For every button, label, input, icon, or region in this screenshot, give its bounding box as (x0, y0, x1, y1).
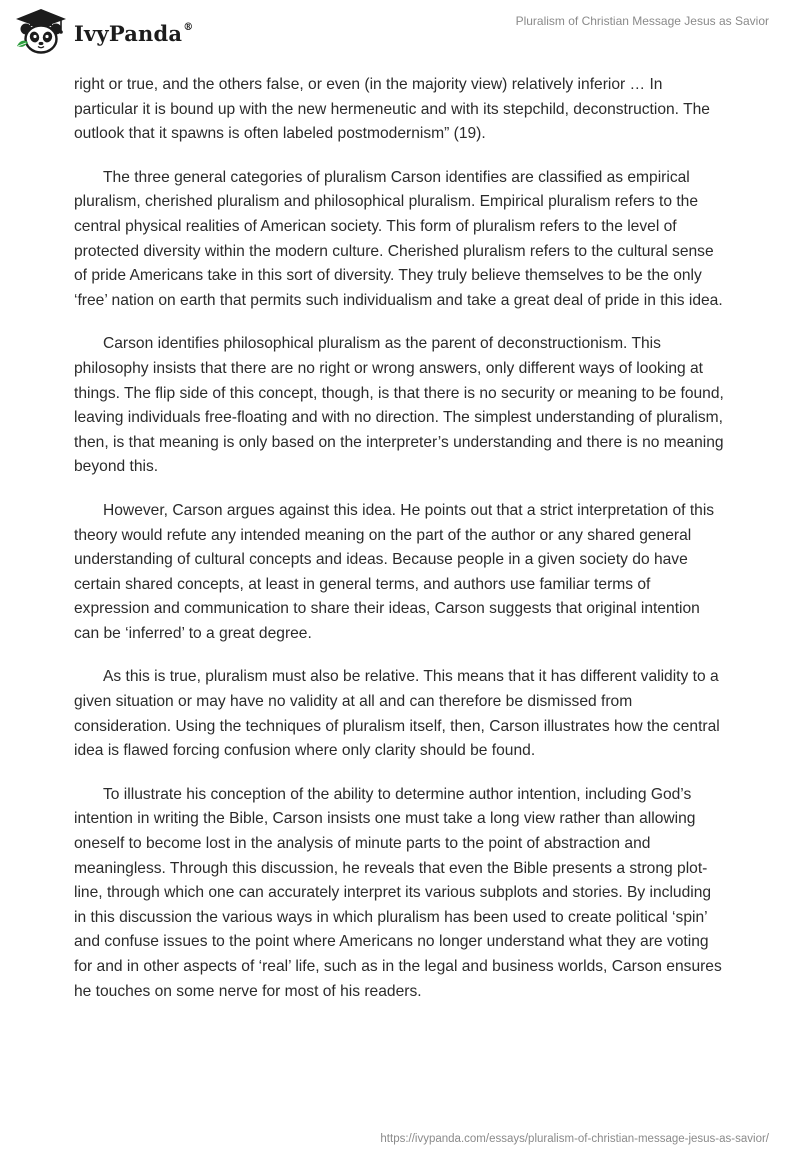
page-header (0, 0, 800, 64)
document-title: Pluralism of Christian Message Jesus as Savior (515, 14, 769, 28)
ivypanda-logo[interactable] (14, 6, 193, 58)
paragraph-continued: right or true, and the others false, or even (in the majority view) relatively inferior … In particular it is bound up with the new hermeneutic and with its stepchild, deconstruction. The outlook that it spawns is often labeled postmodernism” (19). (74, 76, 710, 143)
essay-body (74, 73, 726, 1023)
paragraph: Carson identifies philosophical pluralism as the parent of deconstructionism. This philosophy insists that there are no right or wrong answers, only different ways of looking at things. The flip side of this concept, though, is that there is no security or meaning to be found, leaving individuals free-floating and with no direction. The simplest understanding of pluralism, then, is that meaning is only based on the interpreter’s understanding and there is no meaning beyond this. (74, 335, 724, 476)
panda-graduate-icon (14, 6, 68, 58)
paragraph: However, Carson argues against this idea. He points out that a strict interpretation of this theory would refute any intended meaning on the part of the author or any shared general understanding of cultural concepts and ideas. Because people in a given society do have certain shared concepts, at least in general terms, and authors use familiar terms of expression and communication to share their ideas, Carson suggests that original intention can be ‘inferred’ to a great degree. (74, 501, 715, 642)
paragraph: To illustrate his conception of the ability to determine author intention, including God’s intention in writing the Bible, Carson insists one must take a long view rather than allowing oneself to become lost in the analysis of minute parts to the point of abstraction and meaningless. Through this discussion, he reveals that even the Bible presents a strong plot-line, through which one can accurately interpret its various subplots and stories. By including in this discussion the various ways in which pluralism has been used to create political ‘spin’ and confuse issues to the point where Americans no longer understand what they are voting for and in other aspects of ‘real’ life, such as in the legal and business worlds, Carson ensures he touches on some nerve for most of his readers. (74, 785, 722, 1000)
logo-wordmark: IvyPanda® (74, 20, 194, 46)
source-url[interactable]: https://ivypanda.com/essays/pluralism-of-christian-message-jesus-as-savior/ (380, 1133, 769, 1145)
paragraph: The three general categories of pluralism Carson identifies are classified as empirical pluralism, cherished pluralism and philosophical pluralism. Empirical pluralism refers to the central physical realities of American society. This form of pluralism refers to the level of protected diversity within the modern culture. Cherished pluralism refers to the cultural sense of pride Americans take in this sort of diversity. They truly believe themselves to be the only ‘free’ nation on earth that permits such individualism and take a great deal of pride in this idea. (74, 168, 723, 309)
paragraph: As this is true, pluralism must also be relative. This means that it has different validity to a given situation or may have no validity at all and can therefore be dismissed from consideration. Using the techniques of pluralism itself, then, Carson illustrates how the central idea is flawed forcing confusion where only clarity should be found. (74, 668, 720, 760)
